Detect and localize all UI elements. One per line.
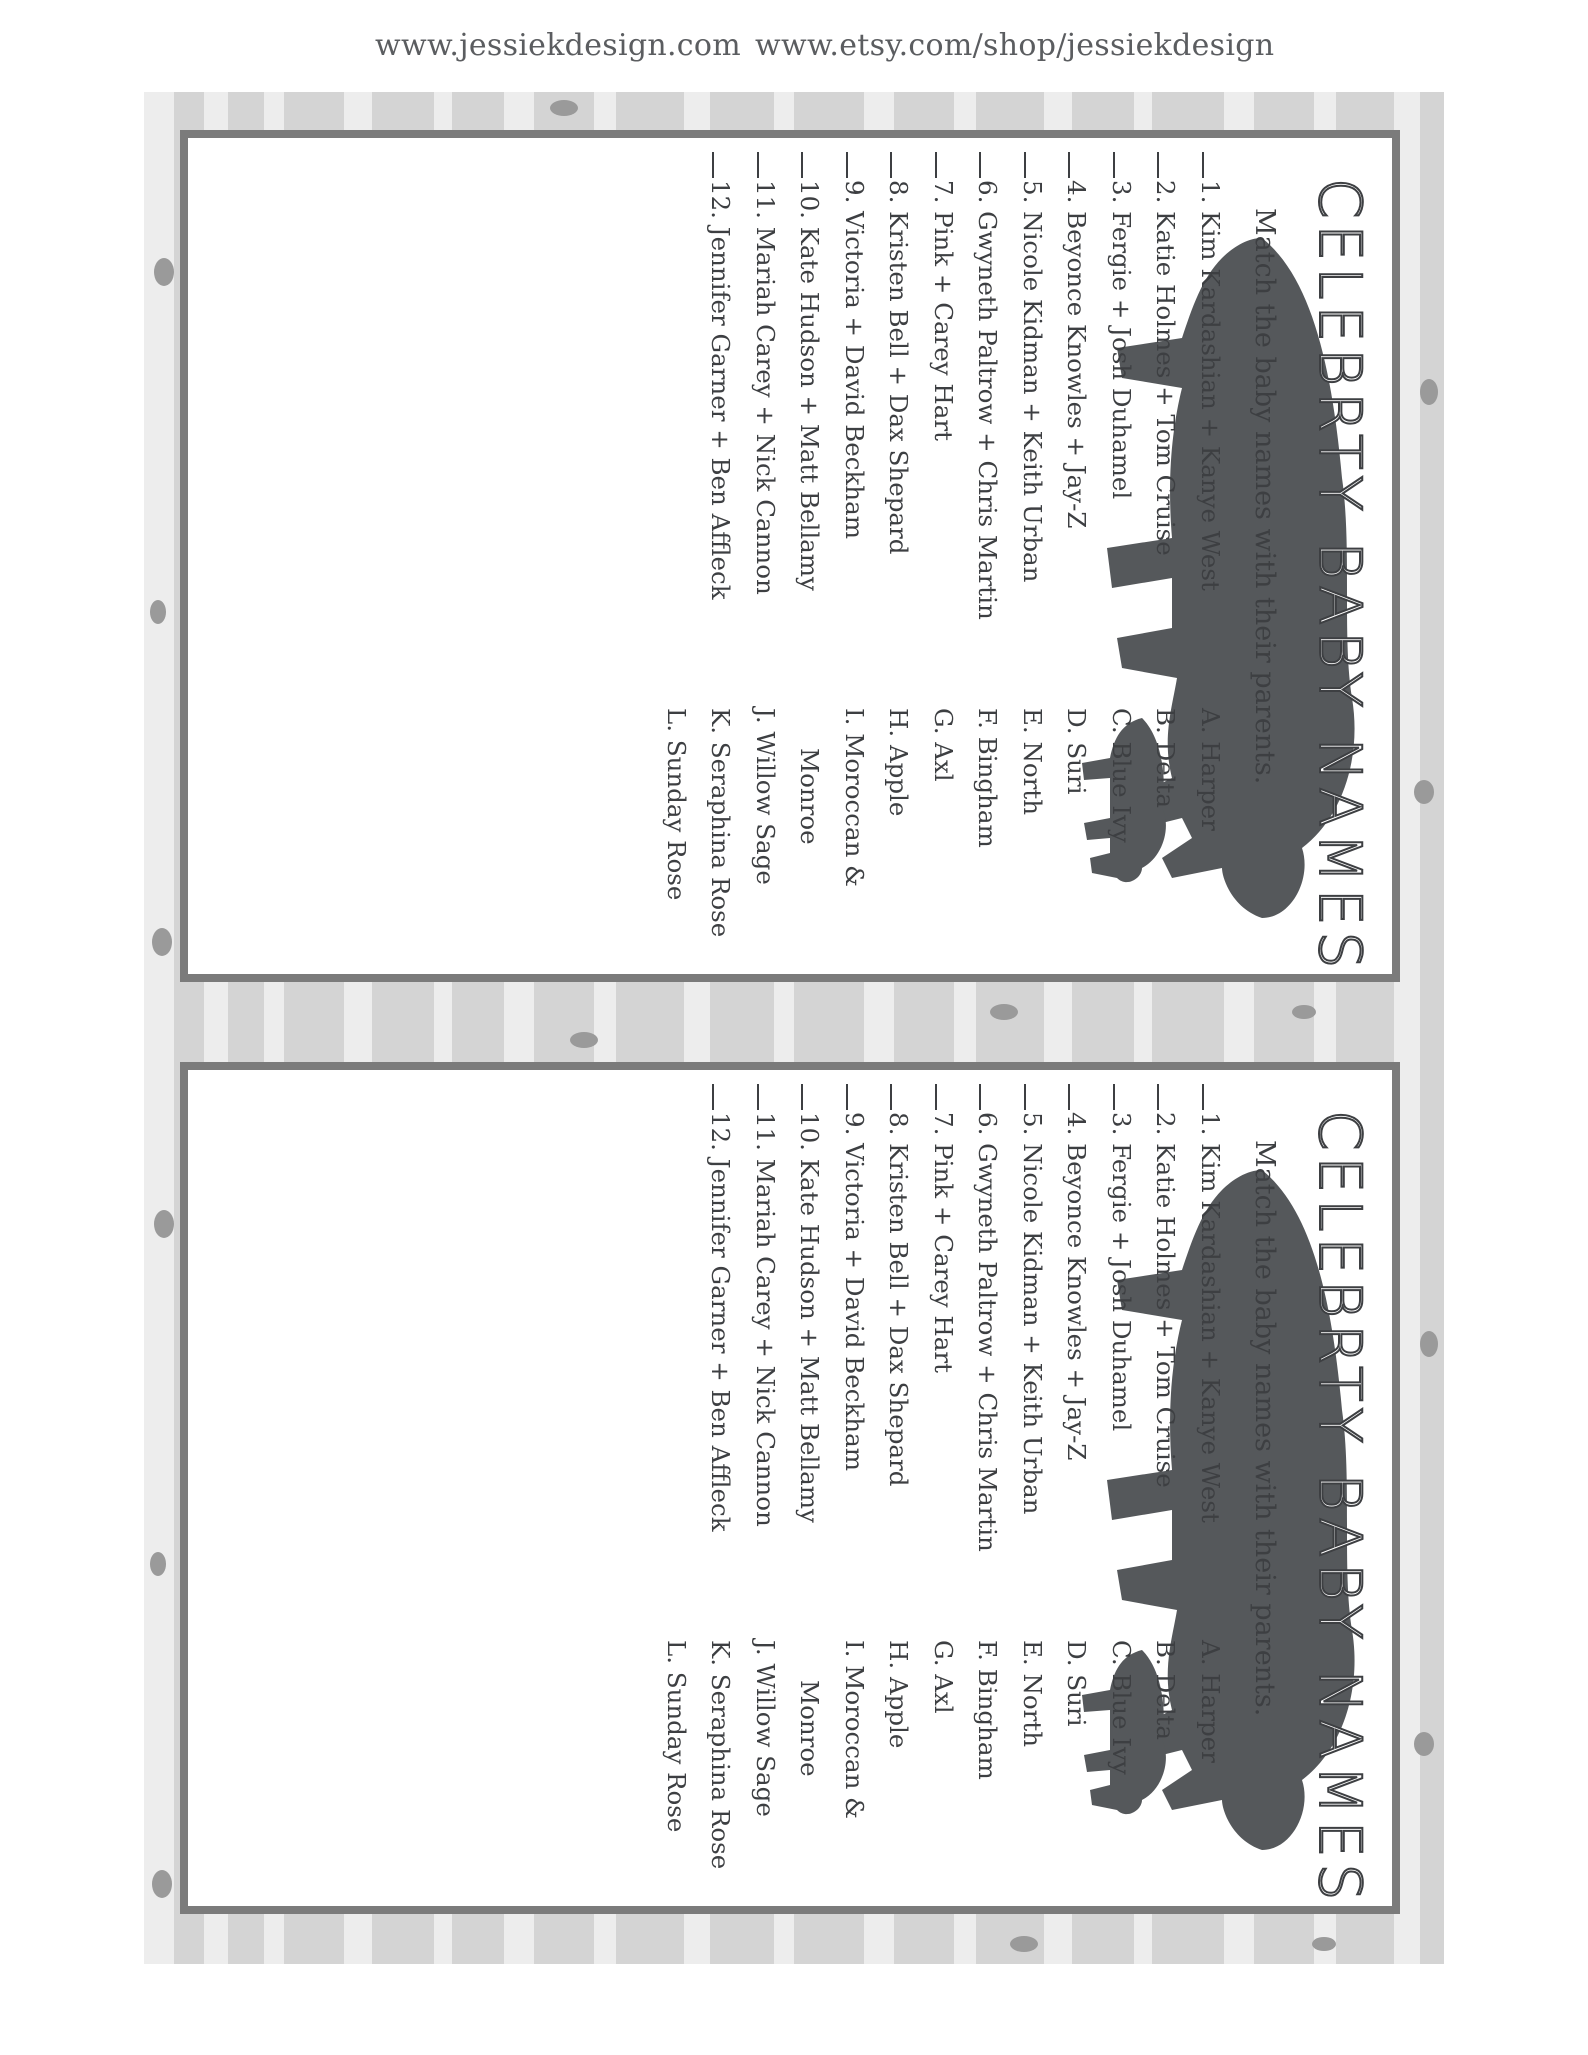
parent-row[interactable]: 5. Nicole Kidman + Keith Urban: [1010, 1084, 1055, 1644]
parent-row[interactable]: 6. Gwyneth Paltrow + Chris Martin: [965, 1084, 1010, 1644]
baby-name: F. Bingham: [973, 708, 1003, 848]
baby-name: A. Harper: [1196, 1640, 1225, 1763]
parent-row[interactable]: 5. Nicole Kidman + Keith Urban: [1010, 152, 1055, 712]
parents-list: [698, 1084, 1232, 1644]
parent-row[interactable]: 6. Gwyneth Paltrow + Chris Martin: [965, 152, 1010, 712]
baby-name-continued: Monroe: [795, 748, 825, 845]
baby-name: H. Apple: [884, 1640, 914, 1749]
baby-name: G. Axl: [929, 1640, 958, 1714]
parents-list: [698, 152, 1232, 712]
baby-names-list: [654, 1640, 1233, 1920]
parent-row[interactable]: 10. Kate Hudson + Matt Bellamy: [787, 152, 832, 712]
card-instructions: Match the baby names with their parents.: [1249, 208, 1280, 785]
etsy-shop-url: www.etsy.com/shop/jessiekdesign: [755, 28, 1275, 63]
card-content-area: [180, 1062, 1400, 1914]
baby-name: K. Seraphina Rose: [706, 1640, 736, 1870]
baby-name: D. Suri: [1062, 708, 1092, 795]
baby-name: K. Seraphina Rose: [706, 708, 736, 938]
card-instructions: Match the baby names with their parents.: [1249, 1140, 1280, 1717]
baby-name: I. Moroccan &: [840, 708, 869, 887]
parent-row[interactable]: 9. Victoria + David Beckham: [832, 1084, 877, 1644]
parent-row[interactable]: 11. Mariah Carey + Nick Cannon: [743, 1084, 788, 1644]
parent-row[interactable]: 7. Pink + Carey Hart: [921, 152, 966, 712]
website-url: www.jessiekdesign.com: [375, 28, 742, 63]
parent-row[interactable]: 8. Kristen Bell + Dax Shepard: [876, 152, 921, 712]
parent-row[interactable]: 12. Jennifer Garner + Ben Affleck: [698, 1084, 743, 1644]
parent-row[interactable]: 8. Kristen Bell + Dax Shepard: [876, 1084, 921, 1644]
baby-name: L. Sunday Rose: [662, 1640, 691, 1833]
baby-name: B. Delta: [1151, 708, 1181, 809]
baby-name: J. Willow Sage: [751, 1640, 780, 1817]
baby-name: H. Apple: [884, 708, 914, 817]
baby-name: D. Suri: [1062, 1640, 1092, 1727]
parent-row[interactable]: 3. Fergie + Josh Duhamel: [1099, 1084, 1144, 1644]
baby-name: G. Axl: [929, 708, 958, 782]
parent-row[interactable]: 2. Katie Holmes + Tom Cruise: [1143, 1084, 1188, 1644]
baby-name: B. Delta: [1151, 1640, 1181, 1741]
baby-name: E. North: [1018, 708, 1047, 815]
parent-row[interactable]: 4. Beyonce Knowles + Jay-Z: [1054, 152, 1099, 712]
game-card-2: [144, 1024, 1444, 1964]
baby-name: C. Blue Ivy: [1107, 1640, 1136, 1775]
baby-name: I. Moroccan &: [840, 1640, 869, 1819]
parent-row[interactable]: 7. Pink + Carey Hart: [921, 1084, 966, 1644]
page-header: [0, 28, 1588, 78]
baby-name: L. Sunday Rose: [662, 708, 691, 901]
baby-name: E. North: [1018, 1640, 1047, 1747]
baby-names-list: [654, 708, 1233, 988]
parent-row[interactable]: 12. Jennifer Garner + Ben Affleck: [698, 152, 743, 712]
parent-row[interactable]: 1. Kim Kardashian + Kanye West: [1188, 1084, 1233, 1644]
baby-name-continued: Monroe: [795, 1680, 825, 1777]
baby-name: C. Blue Ivy: [1107, 708, 1136, 843]
parent-row[interactable]: 4. Beyonce Knowles + Jay-Z: [1054, 1084, 1099, 1644]
baby-name: A. Harper: [1196, 708, 1225, 831]
parent-row[interactable]: 9. Victoria + David Beckham: [832, 152, 877, 712]
card-title: CELEBRTY BABY NAMES: [1306, 1110, 1374, 1907]
parent-row[interactable]: 10. Kate Hudson + Matt Bellamy: [787, 1084, 832, 1644]
card-title: CELEBRTY BABY NAMES: [1306, 178, 1374, 975]
game-card-1: [144, 92, 1444, 1032]
baby-name: F. Bingham: [973, 1640, 1003, 1780]
parent-row[interactable]: 11. Mariah Carey + Nick Cannon: [743, 152, 788, 712]
parent-row[interactable]: 3. Fergie + Josh Duhamel: [1099, 152, 1144, 712]
card-content-area: [180, 130, 1400, 982]
parent-row[interactable]: 2. Katie Holmes + Tom Cruise: [1143, 152, 1188, 712]
parent-row[interactable]: 1. Kim Kardashian + Kanye West: [1188, 152, 1233, 712]
baby-name: J. Willow Sage: [751, 708, 780, 885]
